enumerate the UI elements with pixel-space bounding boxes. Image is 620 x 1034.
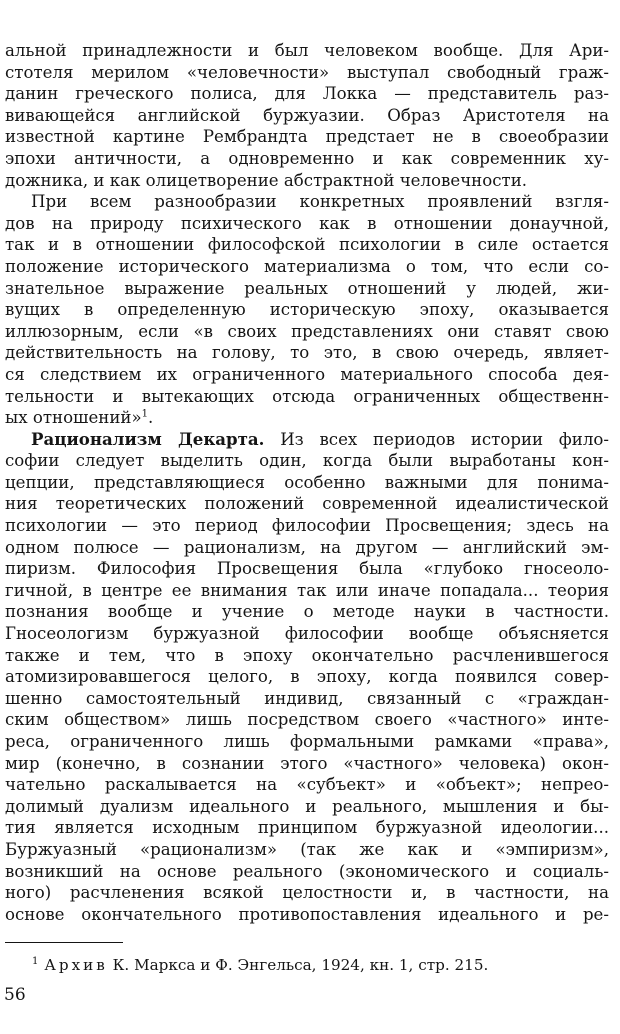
text-line: тия является исходным принципом буржуазной идеологии... [5, 818, 609, 838]
text-line: дов на природу психического как в отношении донаучной, [5, 213, 609, 233]
text-line: возникший на основе реального (экономического и социаль- [5, 861, 609, 881]
text-line: Буржуазный «рационализм» (так же как и «эмпиризм», [5, 839, 609, 859]
footnote-mark: 1 [32, 955, 39, 967]
section-heading: Рационализм Декарта. [31, 428, 265, 449]
footnote-divider [5, 942, 123, 943]
text-line: тельности и вытекающих отсюда ограниченных общественн- [5, 386, 609, 406]
footnote [32, 955, 592, 975]
text-line: известной картине Рембрандта предстает не в своеобразии [5, 127, 609, 147]
text-line: пиризм. Философия Просвещения была «глубоко гносеоло- [5, 559, 609, 579]
text-line: ного) расчленения всякой целостности и, в частности, на [5, 883, 609, 903]
text-line: реса, ограниченного лишь формальными рамками «права», [5, 732, 609, 751]
text-line: дожника, и как олицетворение абстрактной человечности. [5, 170, 528, 190]
text-line: чательно раскалывается на «субъект» и «объект»; непрео- [5, 775, 609, 795]
text-line: шенно самостоятельный индивид, связанный с «граждан- [5, 688, 609, 708]
footnote-reference[interactable]: 1 [141, 408, 149, 420]
text-span: . [148, 408, 154, 428]
text-line: долимый дуализм идеального и реального, мышления и бы- [5, 796, 609, 816]
text-line: ским обществом» лишь посредством своего «частного» инте- [5, 710, 609, 730]
text-line: софии следует выделить один, когда были выработаны кон- [5, 451, 609, 471]
text-line: основе окончательного противопоставления идеального и ре- [5, 904, 609, 924]
text-line: гичной, в центре ее внимания так или иначе попадала... теория [5, 580, 609, 600]
text-span: Из всех периодов истории фило- [264, 429, 609, 449]
text-line: также и тем, что в эпоху окончательно расчленившегося [5, 645, 609, 665]
text-line: мир (конечно, в сознании этого «частного» человека) окон- [5, 753, 609, 773]
text-line: стотеля мерилом «человечности» выступал свободный граж- [5, 62, 609, 82]
text-line: психологии — это период философии Просвещения; здесь на [5, 516, 609, 536]
text-line: альной принадлежности и был человеком вообще. Для Ари- [5, 41, 609, 60]
paragraph-last-line [5, 407, 609, 429]
text-line: ся следствием их ограниченного материального способа дея- [5, 364, 609, 384]
text-line: цепции, представляющиеся особенно важными для понима- [5, 472, 609, 492]
text-line: иллюзорным, если «в своих представлениях они ставят свою [5, 321, 609, 341]
page-number: 56 [4, 985, 26, 1005]
text-line: вущих в определенную историческую эпоху, оказывается [5, 300, 609, 320]
body-text [5, 40, 609, 925]
text-line: так и в отношении философской психологии в силе остается [5, 235, 609, 255]
text-line: познания вообще и учение о методе науки в частности. [5, 602, 609, 622]
footnote-spaced-word: Архив [44, 956, 108, 974]
footnote-text: К. Маркса и Ф. Энгельса, 1924, кн. 1, стр. 215. [107, 956, 489, 974]
text-line: данин греческого полиса, для Локка — представитель раз- [5, 84, 609, 104]
paragraph-first-line: При всем разнообразии конкретных проявлений взгля- [31, 192, 609, 212]
text-line: эпохи античности, а одновременно и как современник ху- [5, 148, 609, 168]
text-line: Гносеологизм буржуазной философии вообще объясняется [5, 624, 609, 644]
text-line: одном полюсе — рационализм, на другом — английский эм- [5, 537, 609, 557]
text-line: атомизировавшегося целого, в эпоху, когда появился совер- [5, 667, 609, 687]
text-line: ния теоретических положений современной идеалистической [5, 494, 609, 514]
section-heading-line [5, 429, 609, 451]
text-span: ых отношений» [5, 408, 142, 428]
text-line: положение исторического материализма о том, что если со- [5, 256, 609, 276]
text-line: действительность на голову, то это, в свою очередь, являет- [5, 343, 609, 363]
text-line: вивающейся английской буржуазии. Образ Аристотеля на [5, 105, 609, 125]
text-line: знательное выражение реальных отношений у людей, жи- [5, 278, 609, 298]
